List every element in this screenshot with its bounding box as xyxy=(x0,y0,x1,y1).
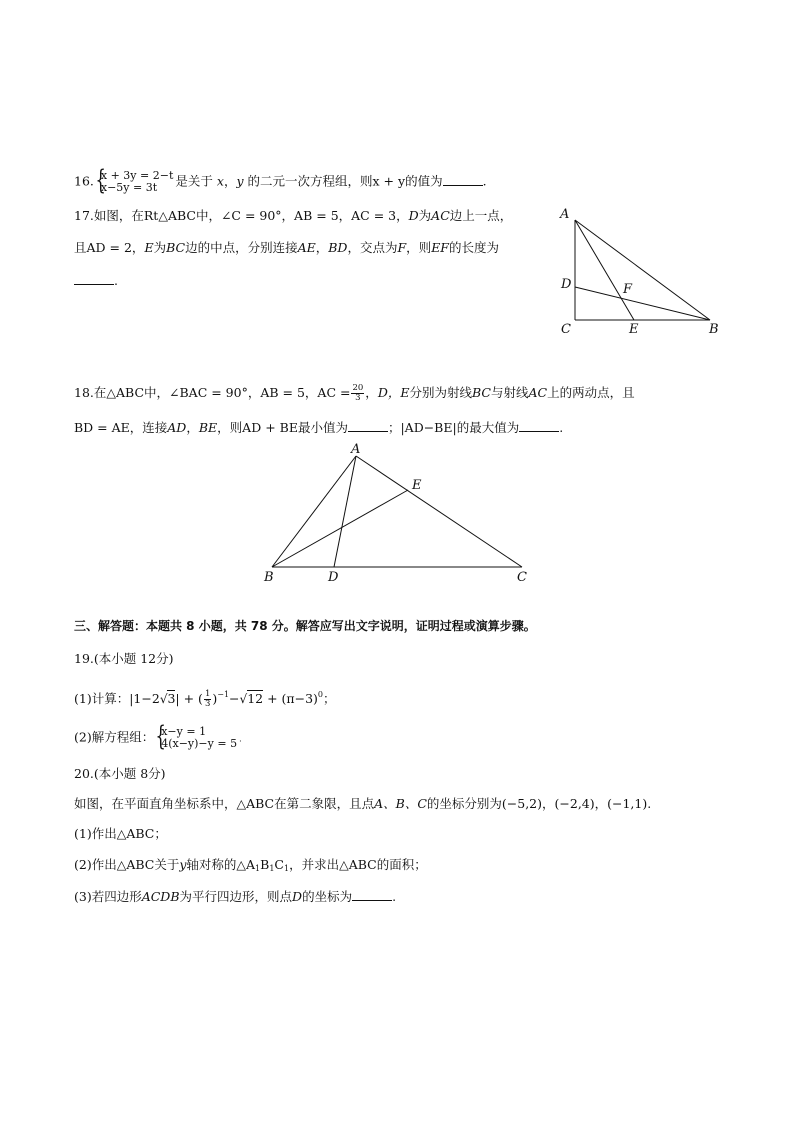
q17-label-D: D xyxy=(561,277,572,292)
q20-text: C xyxy=(274,857,284,872)
q18-end: . xyxy=(559,420,564,435)
q18-label-D: D xyxy=(328,570,339,585)
q17-var: E xyxy=(144,240,154,255)
q16-text3: 的值为 xyxy=(405,173,443,189)
q18-text: 上的两动点，且 xyxy=(547,385,635,400)
q20-var-D: D xyxy=(292,889,303,904)
q19-frac-num: 1 xyxy=(204,689,211,699)
q18-text: 在△ABC中，∠BAC = 90°，AB = 5，AC = xyxy=(93,385,351,400)
q17-text: 为 xyxy=(153,240,167,255)
q20-sub: 1 xyxy=(255,864,261,873)
q19-eq2: 4(x−y)−y = 5 xyxy=(161,737,238,750)
q20-text: 的坐标分别为(−5,2)，(−2,4)，(−1,1). xyxy=(426,796,652,811)
q19-part1 xyxy=(74,687,336,709)
q16-answer-blank[interactable] xyxy=(443,173,483,186)
q16-var-x: x xyxy=(216,173,224,189)
q16-equation-system xyxy=(94,170,173,194)
q18-text: 与射线 xyxy=(490,385,529,400)
q18-text: BD = AE，连接 xyxy=(74,420,168,435)
q17-answer-blank[interactable] xyxy=(74,272,114,285)
q17-text: 如图，在Rt△ABC中，∠C = 90°，AB = 5，AC = 3， xyxy=(93,208,409,223)
q16-eq1: { x + 3y = 2−t xyxy=(100,169,174,182)
q20-text: 为平行四边形，则点 xyxy=(179,889,293,904)
q17-label-F: F xyxy=(623,282,633,297)
q18-line2 xyxy=(74,419,563,436)
q18-label-A: A xyxy=(351,442,361,457)
q18-var: BC xyxy=(471,385,491,400)
q17-var: D xyxy=(408,208,419,223)
q17-text: 边的中点，分别连接 xyxy=(185,240,298,255)
q19-p2-label: (2)解方程组： xyxy=(74,729,155,745)
q17-line3 xyxy=(74,272,118,289)
q18-text: ， xyxy=(365,385,378,400)
q18-var: AC xyxy=(528,385,548,400)
q18-frac-num: 20 xyxy=(352,383,364,393)
q19-p1-text: |1−2 xyxy=(129,691,160,706)
q19-heading: 19.(本小题 12分) xyxy=(74,651,174,666)
q19-p1-text: ) xyxy=(212,691,218,706)
section-3-heading: 三、解答题：本题共 8 小题，共 78 分。解答应写出文字说明，证明过程或演算步骤。 xyxy=(74,619,536,633)
q17-seg-DB xyxy=(575,287,710,320)
q18-text: ，则AD + BE最小值为 xyxy=(217,420,348,435)
q17-text: 边上一点， xyxy=(449,208,513,223)
q18-text: ；|AD−BE|的最大值为 xyxy=(387,420,520,435)
sqrt-sign: √ xyxy=(159,692,168,706)
q17-seg-AE xyxy=(575,220,634,320)
q17-text: 为 xyxy=(418,208,432,223)
q19-exp-neg1: −1 xyxy=(217,690,230,699)
q18-seg-AB xyxy=(272,456,356,567)
q17-label-B: B xyxy=(709,322,719,337)
q16-sep: ， xyxy=(223,173,237,189)
q18-line1 xyxy=(74,384,635,403)
q18-text: ， xyxy=(186,420,199,435)
q18-seg-AC xyxy=(356,456,522,567)
q17-var: EF xyxy=(431,240,449,255)
q20-text: (2)作出△ABC关于 xyxy=(74,857,180,872)
q20-part2 xyxy=(74,857,427,877)
q20-part3 xyxy=(74,888,396,905)
q19-p1-label: (1)计算： xyxy=(74,691,130,706)
q17-seg-AB xyxy=(575,220,710,320)
q18-label-B: B xyxy=(264,570,274,585)
q19-sqrt3: 3 xyxy=(167,691,176,706)
q17-var: F xyxy=(397,240,407,255)
q20-quad: ACDB xyxy=(141,889,180,904)
q19-frac-den: 3 xyxy=(204,699,211,709)
q20-text: 如图，在平面直角坐标系中，△ABC在第二象限，且点 xyxy=(74,796,375,811)
q20-heading: 20.(本小题 8分) xyxy=(74,766,166,781)
q17-end: . xyxy=(114,273,118,288)
q17-label-E: E xyxy=(629,322,639,337)
q19-eq1: { x−y = 1 xyxy=(161,725,207,738)
q18-var: AD xyxy=(167,420,187,435)
q17-text: 的长度为 xyxy=(449,240,500,255)
q18-seg-AD xyxy=(334,456,356,567)
q20-text: 轴对称的△A xyxy=(186,857,256,872)
q16-eq2: x−5y = 3t xyxy=(100,181,158,194)
sqrt-sign: √ xyxy=(239,692,248,706)
q20-sub: 1 xyxy=(269,864,275,873)
q19-equation-system xyxy=(154,726,237,750)
q19-p1-text: − xyxy=(229,691,240,706)
q17-label-A: A xyxy=(560,207,570,222)
q17-text: ，则 xyxy=(406,240,432,255)
q17-label-C: C xyxy=(561,322,571,337)
q17-text: ，交点为 xyxy=(347,240,398,255)
q18-frac-den: 3 xyxy=(355,393,361,403)
q18-label-E: E xyxy=(412,478,422,493)
q17-var: AC xyxy=(431,208,450,223)
q17-line1 xyxy=(74,208,512,224)
q19-p2-end: . xyxy=(239,734,242,744)
q20-text: B xyxy=(260,857,270,872)
q16-end: . xyxy=(482,173,487,189)
q19-part2 xyxy=(74,726,242,750)
q20-text: (3)若四边形 xyxy=(74,889,142,904)
q17-text: 且AD = 2， xyxy=(74,240,145,255)
q19-p1-text: | + ( xyxy=(175,691,203,706)
q18-answer-blank-1[interactable] xyxy=(348,419,388,432)
q18-label-C: C xyxy=(517,570,527,585)
q18-text: 分别为射线 xyxy=(409,385,472,400)
q19-p1-text: + (π−3) xyxy=(263,691,318,706)
q20-sub: 1 xyxy=(284,864,290,873)
q20-intro xyxy=(74,796,651,812)
q18-seg-BE xyxy=(272,490,408,567)
q19-fraction xyxy=(204,690,211,709)
q16-line xyxy=(74,170,487,194)
q18-var: BE xyxy=(198,420,218,435)
q20-part1: (1)作出△ABC； xyxy=(74,826,167,841)
q17-var: BD xyxy=(328,240,348,255)
q18-fraction xyxy=(351,384,364,403)
q16-expr: x + y xyxy=(372,173,406,189)
q17-line2 xyxy=(74,240,499,256)
q19-exp-0: 0 xyxy=(317,690,324,699)
q17-text: ， xyxy=(315,240,329,255)
q19-sqrt12: 12 xyxy=(247,691,264,706)
q16-var-y: y xyxy=(236,173,244,189)
q16-text2: 的二元一次方程组，则 xyxy=(247,173,373,189)
q17-var: AE xyxy=(297,240,316,255)
q20-var-y: y xyxy=(179,857,187,872)
q20-points: A、B、C xyxy=(374,796,427,811)
q17-number: 17. xyxy=(74,208,94,223)
q16-text: 是关于 xyxy=(175,173,213,189)
q20-text: ，并求出△ABC的面积； xyxy=(289,857,427,872)
q20-answer-blank[interactable] xyxy=(352,888,392,901)
q20-text: 的坐标为 xyxy=(302,889,353,904)
q17-var: BC xyxy=(166,240,186,255)
q18-number: 18. xyxy=(74,385,94,400)
q16-number: 16. xyxy=(74,173,94,189)
q19-p1-text: ； xyxy=(323,691,336,706)
q20-end: . xyxy=(392,889,397,904)
q18-answer-blank-2[interactable] xyxy=(519,419,559,432)
q18-var: D，E xyxy=(377,385,410,400)
